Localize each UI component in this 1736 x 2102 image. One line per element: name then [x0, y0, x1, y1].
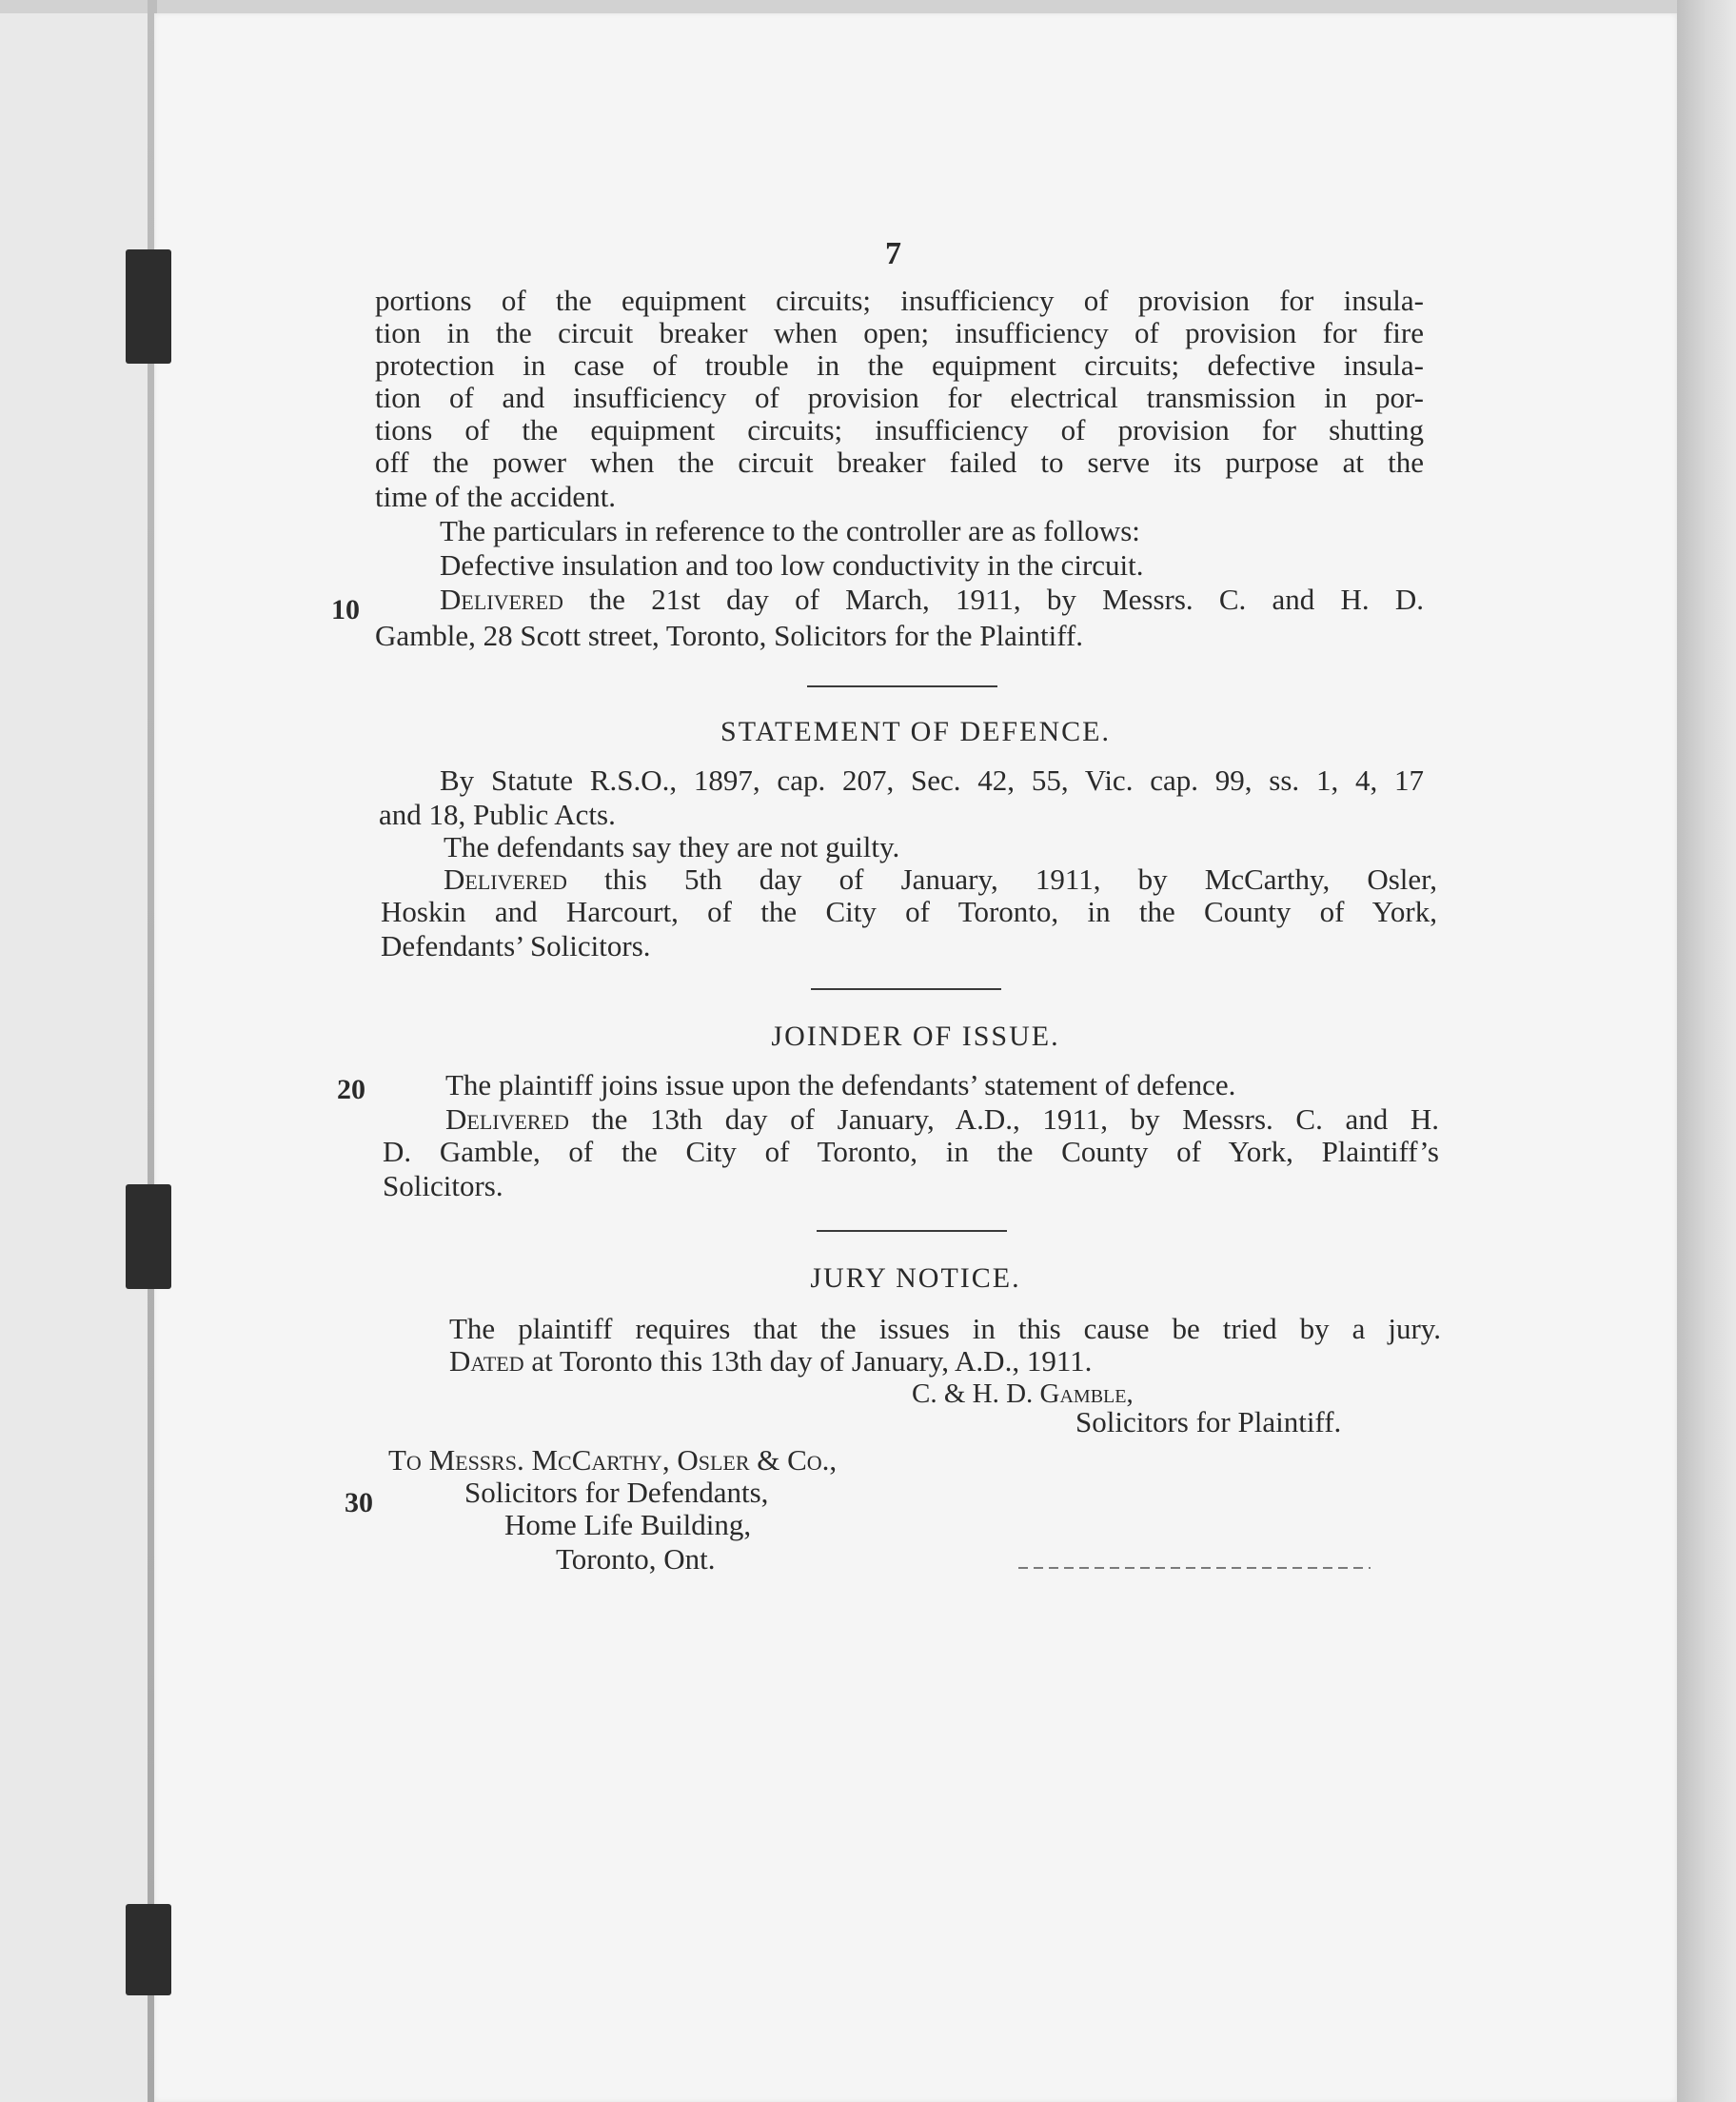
page-top-edge	[0, 0, 1736, 13]
joinder-delivered-line-3: Solicitors.	[383, 1169, 503, 1202]
binding-hole-top	[126, 249, 171, 364]
defence-delivered-line-1: Delivered this 5th day of January, 1911, by McCarthy, Osler,	[444, 863, 1437, 896]
dotted-rule	[1018, 1567, 1371, 1569]
jury-signature-role: Solicitors for Plaintiff.	[1075, 1405, 1342, 1438]
jury-line-1: The plaintiff requires that the issues in this cause be tried by a jury.	[449, 1312, 1441, 1345]
para-line-4: tion of and insufficiency of provision for electrical transmission in por-	[375, 381, 1424, 414]
address-line-3: Home Life Building,	[504, 1508, 752, 1541]
para-line-1: portions of the equipment circuits; insufficiency of provision for insula-	[375, 284, 1424, 317]
joinder-line-1: The plaintiff joins issue upon the defendants’ statement of defence.	[445, 1068, 1236, 1101]
delivered-word: Delivered	[440, 583, 563, 616]
para-line-5: tions of the equipment circuits; insufficiency of provision for shutting	[375, 413, 1424, 446]
delivered-1-line-2: Gamble, 28 Scott street, Toronto, Solicitors for the Plaintiff.	[375, 619, 1084, 652]
controller-item: Defective insulation and too low conductivity in the circuit.	[440, 548, 1144, 582]
jury-dated-line: Dated at Toronto this 13th day of January, A.D., 1911.	[449, 1344, 1093, 1378]
line-number-20: 20	[337, 1074, 365, 1105]
section-divider	[817, 1230, 1007, 1232]
address-to: To Messrs. McCarthy, Osler & Co.,	[388, 1443, 838, 1477]
para-line-2: tion in the circuit breaker when open; insufficiency of provision for fire	[375, 316, 1424, 349]
section-divider	[807, 685, 997, 687]
controller-intro: The particulars in reference to the controller are as follows:	[440, 514, 1140, 547]
heading-statement-of-defence: STATEMENT OF DEFENCE.	[720, 716, 1111, 747]
heading-joinder-of-issue: JOINDER OF ISSUE.	[771, 1021, 1060, 1052]
line-number-10: 10	[331, 594, 360, 625]
address-line-2: Solicitors for Defendants,	[464, 1476, 769, 1509]
section-divider	[811, 988, 1001, 990]
statute-line-1: By Statute R.S.O., 1897, cap. 207, Sec. 42, 55, Vic. cap. 99, ss. 1, 4, 17	[440, 763, 1424, 797]
para-line-7: time of the accident.	[375, 480, 617, 513]
jury-signature: C. & H. D. Gamble,	[912, 1378, 1134, 1409]
page-number: 7	[885, 236, 901, 271]
page-right-edge	[1677, 0, 1736, 2102]
joinder-delivered-line-1: Delivered the 13th day of January, A.D., 1911, by Messrs. C. and H.	[445, 1102, 1439, 1136]
line-number-30: 30	[345, 1487, 373, 1518]
para-line-3: protection in case of trouble in the equipment circuits; defective insula-	[375, 348, 1424, 382]
delivered-1-line-1: Delivered the 21st day of March, 1911, by Messrs. C. and H. D.	[440, 583, 1424, 616]
para-line-6: off the power when the circuit breaker failed to serve its purpose at the	[375, 446, 1424, 479]
heading-jury-notice: JURY NOTICE.	[810, 1262, 1021, 1294]
joinder-delivered-line-2: D. Gamble, of the City of Toronto, in the County of York, Plaintiff’s	[383, 1135, 1439, 1168]
address-line-4: Toronto, Ont.	[556, 1542, 716, 1576]
binding-hole-bottom	[126, 1904, 171, 1995]
defence-delivered-line-2: Hoskin and Harcourt, of the City of Toronto, in the County of York,	[381, 895, 1437, 928]
defence-delivered-line-3: Defendants’ Solicitors.	[381, 929, 651, 962]
defence-plea: The defendants say they are not guilty.	[444, 830, 900, 863]
statute-line-2: and 18, Public Acts.	[379, 798, 616, 831]
